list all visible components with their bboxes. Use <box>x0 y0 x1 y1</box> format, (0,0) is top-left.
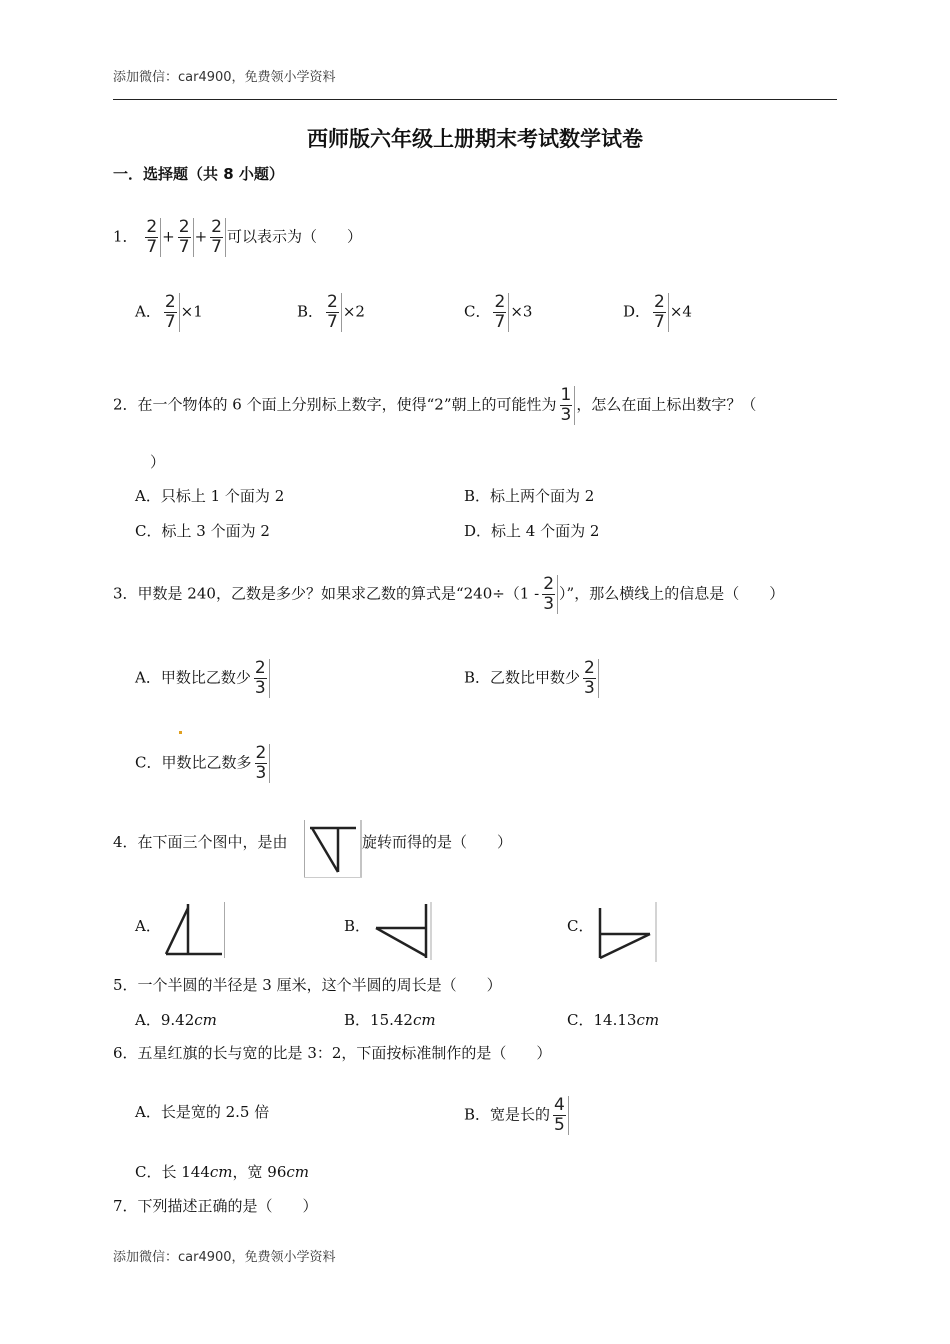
q4-text-after: 旋转而得的是（ ） <box>362 833 513 851</box>
fraction: $\frac{2}{7}$ <box>162 293 180 332</box>
q5-option-a[interactable]: A．9.42cm <box>135 1011 217 1029</box>
fraction: $\frac{1}{3}$ <box>558 386 576 425</box>
q1-option-c[interactable]: C． $\frac{2}{7}$ ×3 <box>464 292 533 332</box>
fraction: $\frac{2}{3}$ <box>253 744 271 783</box>
q3-option-c[interactable]: C．甲数比乙数多 $\frac{2}{3}$ <box>135 744 271 783</box>
q4-option-c-figure[interactable] <box>594 900 658 962</box>
q1-option-a[interactable]: A． $\frac{2}{7}$ ×1 <box>135 292 203 332</box>
q4-option-a-figure[interactable] <box>162 900 226 958</box>
page-title: 西师版六年级上册期末考试数学试卷 <box>307 127 643 151</box>
stray-mark <box>179 731 182 734</box>
q6-option-a[interactable]: A．长是宽的 2.5 倍 <box>135 1103 270 1121</box>
q4-original-figure <box>304 820 362 878</box>
question-3: 3．甲数是 240，乙数是多少？如果求乙数的算式是“240÷（1 - $\frac{2}{3}$ ）”，那么横线上的信息是（ ） <box>113 574 785 614</box>
q6-option-c[interactable]: C．长 144cm，宽 96cm <box>135 1163 309 1181</box>
q3-option-b[interactable]: B．乙数比甲数少 $\frac{2}{3}$ <box>464 659 600 698</box>
question-number: 1． <box>113 227 138 246</box>
q5-option-b[interactable]: B．15.42cm <box>344 1011 436 1029</box>
fraction: $\frac{2}{3}$ <box>581 659 599 698</box>
question-1: 1． $\frac{2}{7}$ + $\frac{2}{7}$ + $\frac{2}{7}$ 可以表示为（ ） <box>113 217 362 257</box>
fraction: $\frac{2}{3}$ <box>252 659 270 698</box>
question-6: 6．五星红旗的长与宽的比是 3：2，下面按标准制作的是（ ） <box>113 1044 552 1062</box>
q2-close-paren: ） <box>150 453 166 471</box>
fraction: $\frac{2}{3}$ <box>540 575 558 614</box>
page-footer: 添加微信：car4900，免费领小学资料 <box>113 1250 336 1265</box>
header-rule <box>113 99 837 100</box>
fraction: $\frac{2}{7}$ <box>176 218 194 257</box>
fraction: $\frac{2}{7}$ <box>491 293 509 332</box>
q1-option-d[interactable]: D． $\frac{2}{7}$ ×4 <box>623 292 692 332</box>
page-header: 添加微信：car4900，免费领小学资料 <box>113 70 336 85</box>
question-5: 5．一个半圆的半径是 3 厘米，这个半圆的周长是（ ） <box>113 976 502 994</box>
q4-text-before: 4．在下面三个图中，是由 <box>113 833 288 851</box>
q2-option-c[interactable]: C．标上 3 个面为 2 <box>135 522 270 540</box>
section-heading: 一．选择题（共 8 小题） <box>113 165 284 183</box>
q6-option-b[interactable]: B．宽是长的 $\frac{4}{5}$ <box>464 1096 570 1135</box>
fraction: $\frac{2}{7}$ <box>143 218 161 257</box>
fraction: $\frac{2}{7}$ <box>651 293 669 332</box>
question-7: 7．下列描述正确的是（ ） <box>113 1197 318 1215</box>
fraction: $\frac{2}{7}$ <box>208 218 226 257</box>
q4-option-a-label[interactable]: A． <box>135 917 161 935</box>
fraction: $\frac{4}{5}$ <box>551 1096 569 1135</box>
q2-option-d[interactable]: D．标上 4 个面为 2 <box>464 522 600 540</box>
q5-option-c[interactable]: C．14.13cm <box>567 1011 660 1029</box>
fraction: $\frac{2}{7}$ <box>324 293 342 332</box>
q3-option-a[interactable]: A．甲数比乙数少 $\frac{2}{3}$ <box>135 659 271 698</box>
q4-option-c-label[interactable]: C． <box>567 917 594 935</box>
q4-option-b-figure[interactable] <box>370 900 432 960</box>
q2-option-b[interactable]: B．标上两个面为 2 <box>464 487 595 505</box>
question-2: 2．在一个物体的 6 个面上分别标上数字，使得“2”朝上的可能性为 $\frac{1}{3}$ ，怎么在面上标出数字？（ <box>113 385 757 425</box>
q1-option-b[interactable]: B． $\frac{2}{7}$ ×2 <box>297 292 365 332</box>
q4-option-b-label[interactable]: B． <box>344 917 371 935</box>
q2-option-a[interactable]: A．只标上 1 个面为 2 <box>135 487 285 505</box>
